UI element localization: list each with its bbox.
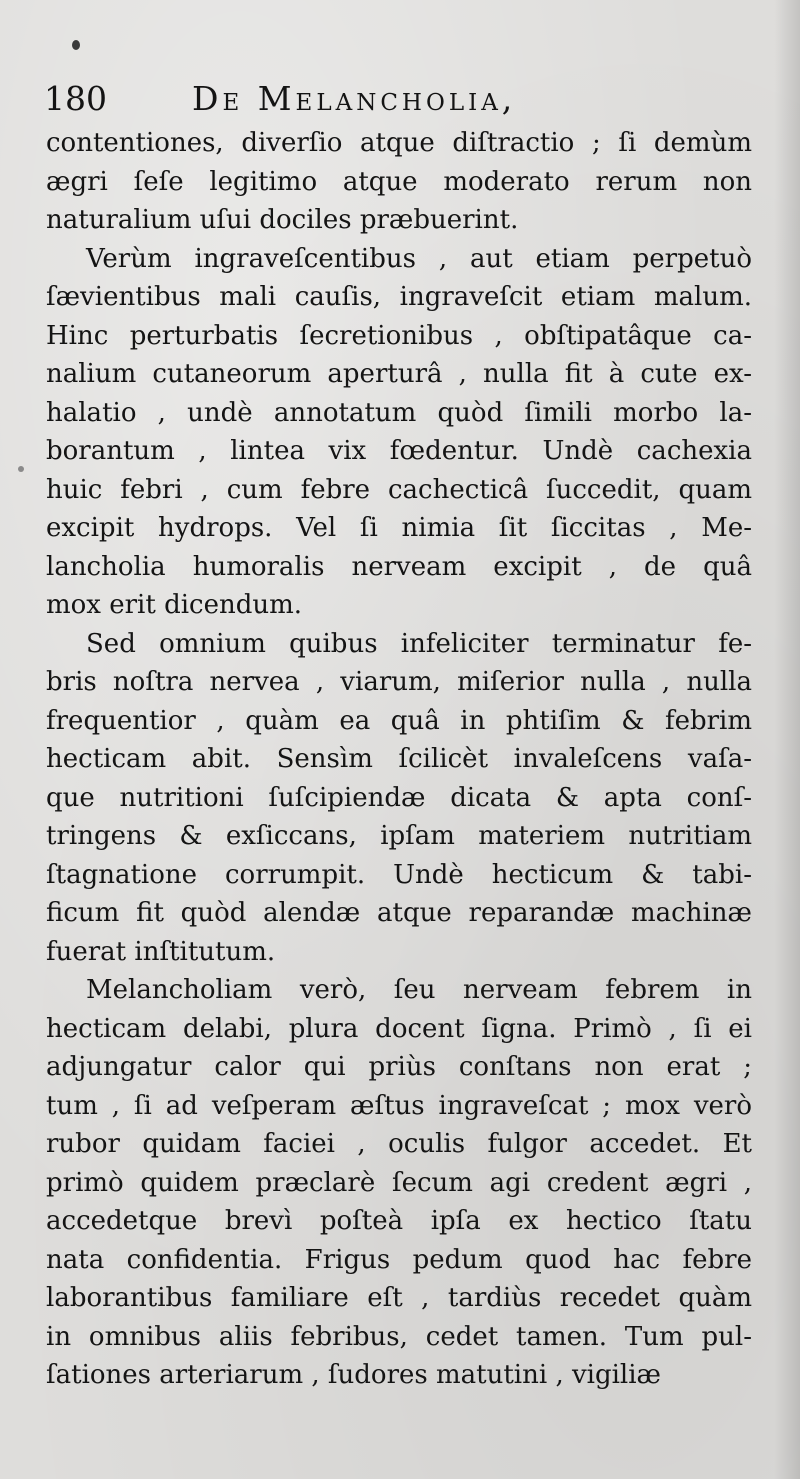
text-line: mox erit dicendum. xyxy=(46,590,303,620)
text-line: excipit hydrops. Vel ſi nimia ſit ſiccitas , Me- xyxy=(46,513,752,543)
text-line: huic febri , cum febre cachecticâ ſuccedit, quam xyxy=(46,474,752,505)
text-line: laborantibus familiare eſt , tardiùs recedet quàm xyxy=(46,1283,752,1313)
text-line: ſtagnatione corrumpit. Undè hecticum & tabi- xyxy=(46,859,752,890)
text-line: hecticam abit. Sensìm ſcilicèt invaleſcens vaſa- xyxy=(46,744,752,774)
text-line: Verùm ingraveſcentibus , aut etiam perpetuò xyxy=(86,243,752,274)
text-line: tum , ſi ad veſperam æſtus ingraveſcat ; mox verò xyxy=(46,1090,752,1121)
paragraph xyxy=(46,240,752,625)
paragraph xyxy=(46,971,752,1395)
ink-speck xyxy=(18,466,24,472)
text-line: bris noſtra nervea , viarum, miſerior nulla , nulla xyxy=(46,667,752,697)
text-line: adjungatur calor qui priùs conſtans non erat ; xyxy=(46,1052,752,1082)
text-line: contentiones, diverſio atque diſtractio ; ſi demùm xyxy=(46,128,752,158)
ink-speck xyxy=(72,40,80,50)
text-line: primò quidem præclarè ſecum agi credent ægri , xyxy=(46,1167,752,1198)
text-line: Hinc perturbatis ſecretionibus , obſtipatâque ca- xyxy=(46,320,752,351)
text-line: naturalium uſui dociles præbuerint. xyxy=(46,205,519,235)
text-line: ſationes arteriarum , ſudores matutini , vigiliæ xyxy=(46,1360,661,1390)
page-header xyxy=(44,74,744,124)
paragraph xyxy=(46,625,752,972)
text-line: tringens & exſiccans, ipſam materiem nutritiam xyxy=(46,821,752,851)
text-line: halatio , undè annotatum quòd ſimili morbo la- xyxy=(46,397,752,428)
text-line: que nutritioni ſuſcipiendæ dicata & apta conſ- xyxy=(46,782,752,813)
text-line: hecticam delabi, plura docent ſigna. Primò , ſi ei xyxy=(46,1013,752,1044)
text-line: nalium cutaneorum aperturâ , nulla fit à cute ex- xyxy=(46,359,752,389)
text-line: in omnibus aliis febribus, cedet tamen. Tum pul- xyxy=(46,1321,752,1352)
running-title: De Melancholia, xyxy=(192,79,517,118)
text-line: fuerat inſtitutum. xyxy=(46,936,276,967)
text-line: accedetque brevì poſteà ipſa ex hectico ſtatu xyxy=(46,1206,752,1236)
text-line: lancholia humoralis nerveam excipit , de quâ xyxy=(46,551,752,582)
text-line: rubor quidam faciei , oculis fulgor accedet. Et xyxy=(46,1129,752,1159)
text-line: ægri ſeſe legitimo atque moderato rerum non xyxy=(46,166,752,197)
text-line: frequentior , quàm ea quâ in phtiſim & febrim xyxy=(46,705,752,736)
text-line: Melancholiam verò, ſeu nerveam febrem in xyxy=(86,975,752,1005)
paragraph xyxy=(46,124,752,240)
text-line: nata confidentia. Frigus pedum quod hac febre xyxy=(46,1244,752,1275)
body-text xyxy=(46,124,752,1395)
text-line: ficum fit quòd alendæ atque reparandæ machinæ xyxy=(46,898,752,928)
text-line: borantum , lintea vix fœdentur. Undè cachexia xyxy=(46,436,752,466)
text-line: ſævientibus mali cauſis, ingraveſcit etiam malum. xyxy=(46,282,752,312)
text-line: Sed omnium quibus infeliciter terminatur fe- xyxy=(86,628,752,659)
page-number: 180 xyxy=(44,79,107,118)
